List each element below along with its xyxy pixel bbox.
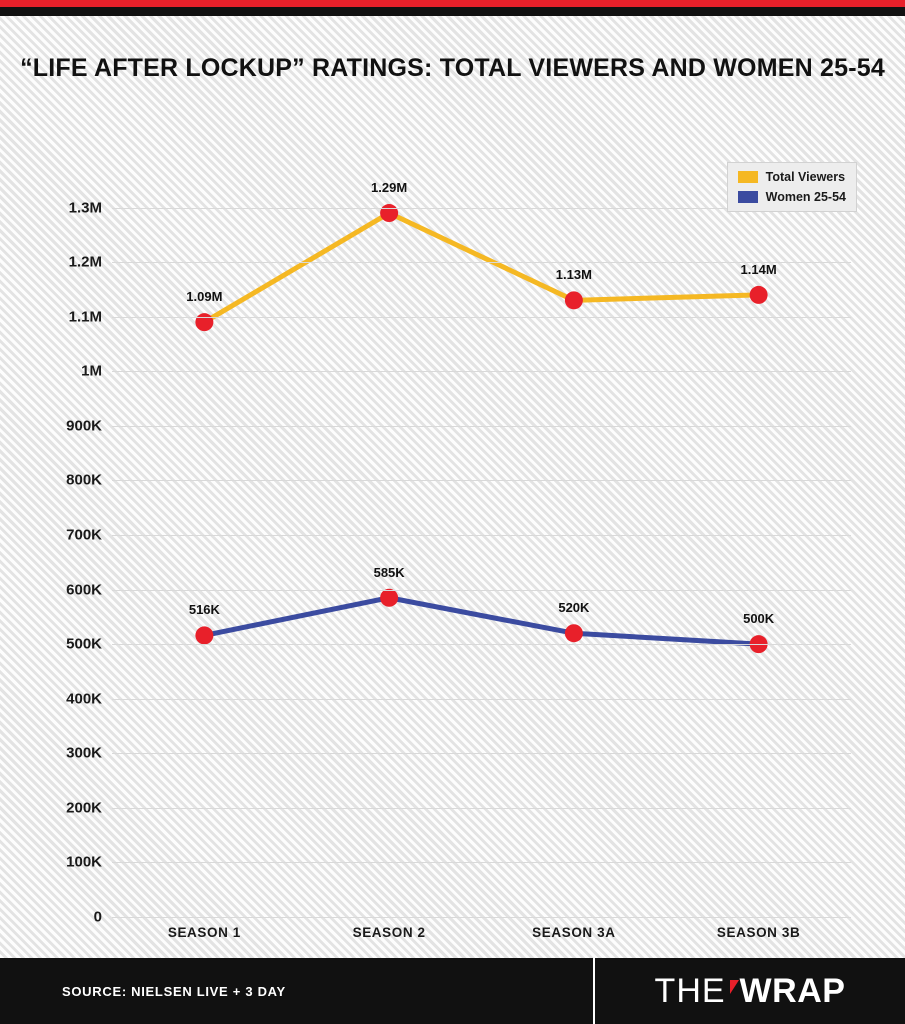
top-red-bar bbox=[0, 0, 905, 7]
legend-swatch-women-25-54 bbox=[738, 191, 758, 203]
x-axis-tick-label: SEASON 1 bbox=[167, 925, 241, 940]
y-axis-tick-label: 900K bbox=[66, 417, 102, 435]
data-point-marker bbox=[750, 286, 768, 304]
x-axis-tick-label: SEASON 3A bbox=[532, 925, 616, 940]
legend-item-total-viewers bbox=[738, 170, 846, 184]
y-axis-tick-label: 400K bbox=[66, 690, 102, 708]
y-axis-tick-label: 600K bbox=[66, 581, 102, 599]
gridline bbox=[112, 590, 851, 591]
legend-label-women-25-54: Women 25-54 bbox=[765, 190, 846, 204]
data-point-label: 520K bbox=[558, 600, 590, 616]
gridline bbox=[112, 371, 851, 372]
brand-logo bbox=[593, 958, 905, 1024]
data-point-marker bbox=[565, 624, 583, 642]
x-axis-tick-label: SEASON 2 bbox=[352, 925, 426, 940]
y-axis-tick-label: 100K bbox=[66, 853, 102, 871]
y-axis-tick-label: 1.1M bbox=[68, 308, 102, 326]
data-point-label: 1.14M bbox=[740, 261, 777, 277]
page-title: “LIFE AFTER LOCKUP” RATINGS: TOTAL VIEWERS AND WOMEN 25-54 bbox=[20, 54, 885, 82]
data-point-label: 500K bbox=[743, 611, 775, 627]
y-axis-tick-label: 1.3M bbox=[68, 199, 102, 217]
y-axis-tick-label: 800K bbox=[66, 471, 102, 489]
gridline bbox=[112, 426, 851, 427]
series-line bbox=[204, 213, 758, 322]
x-axis-tick-label: SEASON 3B bbox=[716, 925, 801, 940]
data-point-label: 585K bbox=[373, 564, 405, 580]
y-axis-tick-label: 500K bbox=[66, 635, 102, 653]
legend-item-women-25-54 bbox=[738, 190, 846, 204]
gridline bbox=[112, 862, 851, 863]
y-axis-tick-label: 1M bbox=[81, 362, 102, 380]
top-black-bar bbox=[0, 7, 905, 16]
footer-bar bbox=[0, 958, 905, 1024]
data-point-label: 1.29M bbox=[371, 180, 408, 196]
y-axis-tick-label: 300K bbox=[66, 744, 102, 762]
gridline bbox=[112, 480, 851, 481]
data-point-marker bbox=[195, 626, 213, 644]
legend-swatch-total-viewers bbox=[738, 171, 758, 183]
gridline bbox=[112, 535, 851, 536]
gridline bbox=[112, 644, 851, 645]
gridline bbox=[112, 317, 851, 318]
data-point-label: 1.09M bbox=[186, 289, 223, 305]
data-point-marker bbox=[380, 589, 398, 607]
source-note: SOURCE: NIELSEN LIVE + 3 DAY bbox=[62, 983, 286, 999]
gridline bbox=[112, 917, 851, 918]
legend-label-total-viewers: Total Viewers bbox=[765, 170, 846, 184]
y-axis-tick-label: 200K bbox=[66, 799, 102, 817]
y-axis-tick-label: 0 bbox=[93, 908, 102, 926]
data-point-label: 516K bbox=[188, 602, 220, 618]
chart-legend bbox=[727, 162, 857, 212]
logo-wrap-label: WRAP bbox=[739, 971, 846, 1010]
data-point-label: 1.13M bbox=[555, 267, 592, 283]
wrap-mark-icon bbox=[730, 980, 739, 994]
chart-canvas bbox=[0, 16, 905, 958]
series-line bbox=[204, 598, 758, 644]
y-axis-tick-label: 1.2M bbox=[68, 253, 102, 271]
plot-region bbox=[66, 153, 851, 940]
gridline bbox=[112, 699, 851, 700]
gridline bbox=[112, 753, 851, 754]
data-point-marker bbox=[565, 291, 583, 309]
gridline bbox=[112, 808, 851, 809]
logo-the-text: THE bbox=[654, 971, 726, 1010]
logo-wrap-text bbox=[730, 972, 846, 1011]
y-axis-tick-label: 700K bbox=[66, 526, 102, 544]
